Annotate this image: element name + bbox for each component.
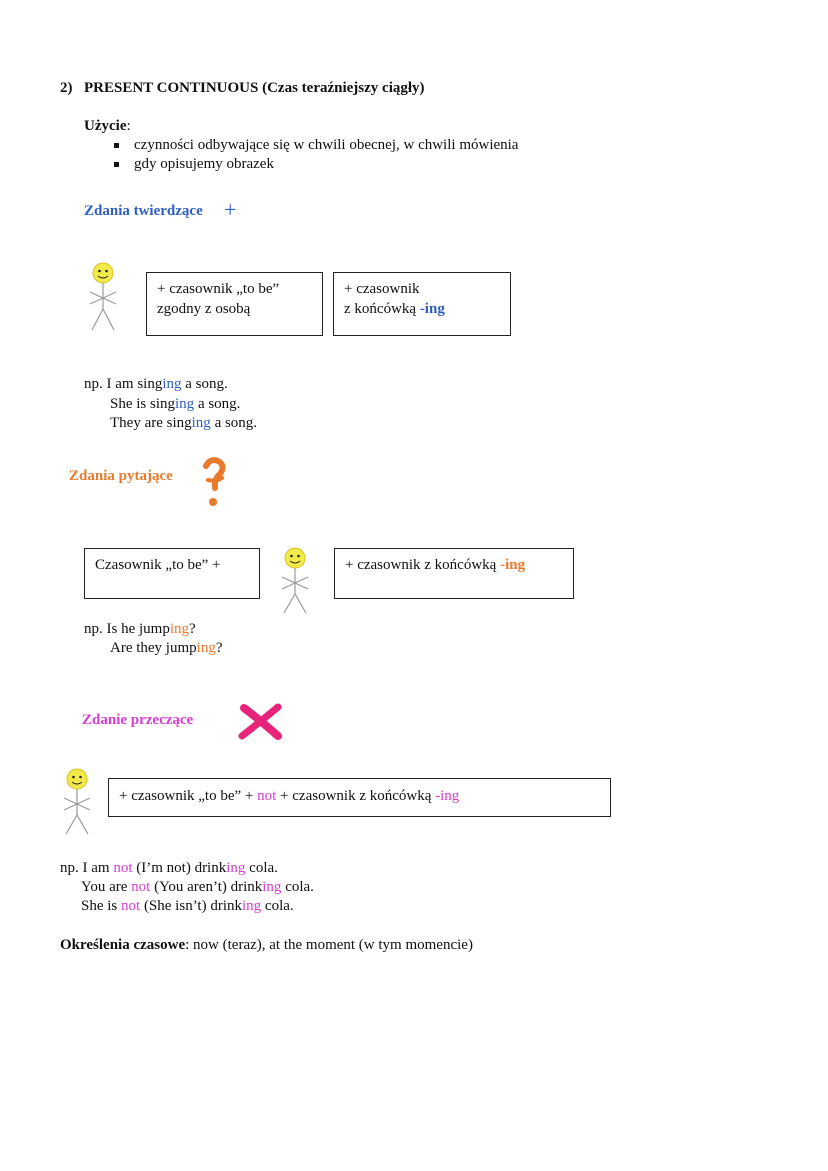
negative-title: Zdanie przeczące [82, 712, 194, 728]
section-number: 2) [60, 80, 73, 96]
usage-bullet-2: gdy opisujemy obrazek [134, 156, 274, 172]
cross-icon [238, 702, 284, 742]
plus-icon: + [224, 197, 237, 222]
rule-box-line-2: zgodny z osobą [157, 301, 251, 317]
example-line: She is singing a song. [110, 396, 241, 412]
rule-box-line-2: z końcówką -ing [344, 301, 445, 317]
example-line: You are not (You aren’t) drinking cola. [81, 879, 314, 895]
example-line: They are singing a song. [110, 415, 258, 431]
question-mark-icon [200, 456, 230, 508]
negative-box-text: + czasownik „to be” + not + czasownik z końcówką -ing [119, 788, 460, 804]
ing-suffix: -ing [500, 557, 526, 573]
usage-bullet-1: czynności odbywające się w chwili obecnej, w chwili mówienia [134, 137, 519, 153]
stick-figure-icon [62, 768, 92, 838]
rule-box-line-1: + czasownik „to be” [157, 281, 280, 297]
example-line: np. Is he jumping? [84, 621, 196, 637]
usage-label-line [84, 118, 131, 135]
questions-title: Zdania pytające [69, 468, 173, 484]
question-box-text: + czasownik z końcówką -ing [345, 557, 526, 573]
example-line: np. I am not (I’m not) drinking cola. [60, 860, 278, 876]
page-title: PRESENT CONTINUOUS (Czas teraźniejszy ciągły) [84, 80, 425, 96]
time-expressions-label: Określenia czasowe [60, 937, 186, 953]
example-line: np. I am singing a song. [84, 376, 228, 392]
stick-figure-icon [280, 547, 310, 617]
question-box-to-be [84, 548, 260, 599]
time-expressions-text: : now (teraz), at the moment (w tym momencie) [185, 937, 473, 953]
ing-suffix: -ing [435, 788, 460, 804]
rule-box-line-1: + czasownik [344, 281, 420, 297]
negative-rule-box [108, 778, 611, 817]
ing-suffix: -ing [419, 301, 445, 317]
question-box-text: Czasownik „to be” + [95, 557, 221, 573]
affirmative-title: Zdania twierdzące [84, 203, 203, 219]
time-expressions [60, 937, 473, 954]
usage-label: Użycie [84, 118, 127, 134]
usage-colon: : [126, 118, 131, 134]
question-box-ing [334, 548, 574, 599]
example-line: She is not (She isn’t) drinking cola. [81, 898, 294, 914]
bullet-icon [114, 162, 119, 167]
stick-figure-icon [88, 262, 118, 332]
rule-box-to-be [146, 272, 323, 336]
example-line: Are they jumping? [110, 640, 223, 656]
rule-box-ing [333, 272, 511, 336]
not-word: not [257, 788, 277, 804]
bullet-icon [114, 143, 119, 148]
